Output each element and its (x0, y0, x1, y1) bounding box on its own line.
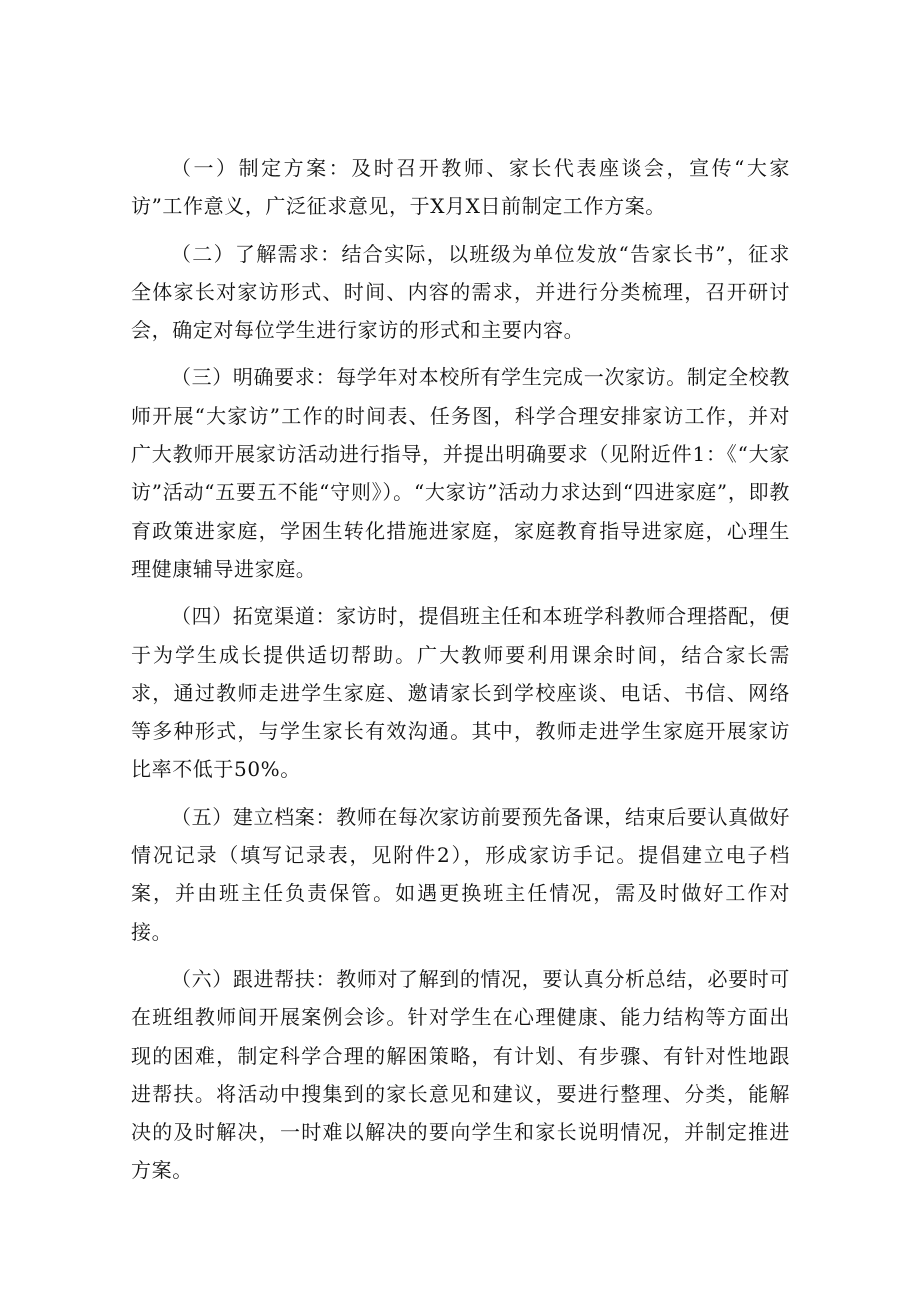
paragraph-clear-requirements: （三）明确要求：每学年对本校所有学生完成一次家访。制定全校教师开展“大家访”工作的时间表、任务图，科学合理安排家访工作，并对广大教师开展家访活动进行指导，并提出明确要求（见附近件1：《“大家访”活动“五要五不能“守则》）。“大家访”活动力求达到“四进家庭”，即教育政策进家庭，学困生转化措施进家庭，家庭教育指导进家庭，心理生理健康辅导进家庭。 (131, 365, 790, 581)
paragraph-broaden-channels: （四）拓宽渠道：家访时，提倡班主任和本班学科教师合理搭配，便于为学生成长提供适切帮助。广大教师要利用课余时间，结合家长需求，通过教师走进学生家庭、邀请家长到学校座谈、电话、书信、网络等多种形式，与学生家长有效沟通。其中，教师走进学生家庭开展家访比率不低于50%。 (131, 604, 790, 782)
paragraph-build-archives: （五）建立档案：教师在每次家访前要预先备课，结束后要认真做好情况记录（填写记录表，见附件2），形成家访手记。提倡建立电子档案，并由班主任负责保管。如遇更换班主任情况，需及时做好工作对接。 (131, 804, 790, 944)
paragraph-understand-needs: （二）了解需求：结合实际，以班级为单位发放“告家长书”，征求全体家长对家访形式、时间、内容的需求，并进行分类梳理，召开研讨会，确定对每位学生进行家访的形式和主要内容。 (131, 241, 790, 343)
paragraph-make-plan: （一）制定方案：及时召开教师、家长代表座谈会，宣传“大家访”工作意义，广泛征求意见，于X月X日前制定工作方案。 (131, 156, 790, 219)
paragraph-follow-up-support: （六）跟进帮扶：教师对了解到的情况，要认真分析总结，必要时可在班组教师间开展案例会诊。针对学生在心理健康、能力结构等方面出现的困难，制定科学合理的解困策略，有计划、有步骤、有针对性地跟进帮扶。将活动中搜集到的家长意见和建议，要进行整理、分类，能解决的及时解决，一时难以解决的要向学生和家长说明情况，并制定推进方案。 (131, 966, 790, 1183)
